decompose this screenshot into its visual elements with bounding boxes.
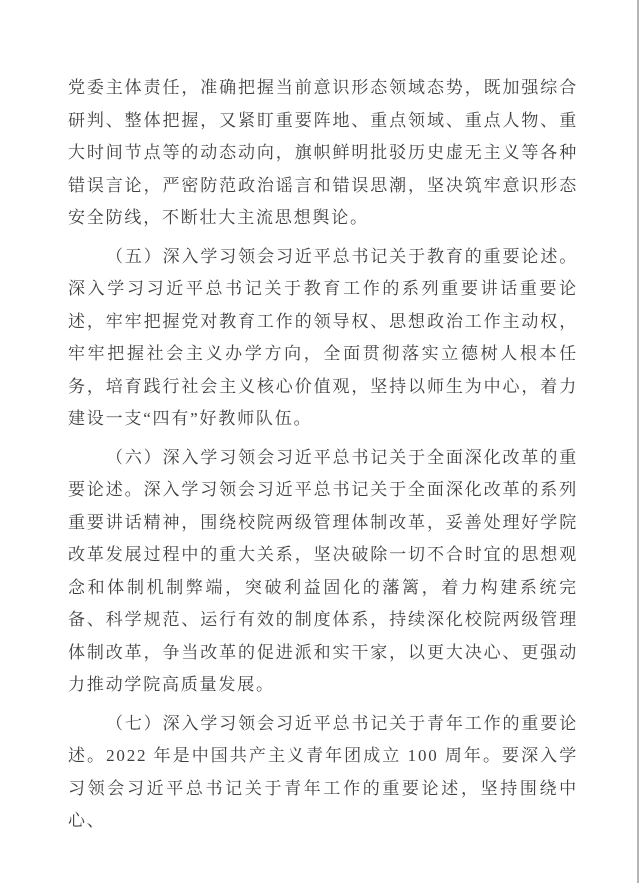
paragraph-section-6-reform: （六）深入学习领会习近平总书记关于全面深化改革的重要论述。深入学习领会习近平总书记关于全面深化改革的系列重要讲话精神，围绕校院两级管理体制改革，妥善处理好学院改革发展过程中的重大关系，坚决破除一切不合时宜的思想观念和体制机制弊端，突破利益固化的藩篱，着力构建系统完备、科学规范、运行有效的制度体系，持续深化校院两级管理体制改革，争当改革的促进派和实干家，以更大决心、更强动力推动学院高质量发展。: [68, 447, 578, 694]
paragraph-section-7-youth: （七）深入学习领会习近平总书记关于青年工作的重要论述。2022 年是中国共产主义青年团成立 100 周年。要深入学习领会习近平总书记关于青年工作的重要论述，坚持围绕中心、: [68, 713, 578, 830]
page-right-edge-line: [637, 0, 639, 883]
document-text-block: [68, 72, 578, 844]
paragraph-ideology-continuation: 党委主体责任，准确把握当前意识形态领域态势，既加强综合研判、整体把握，又紧盯重要阵地、重点领域、重点人物、重大时间节点等的动态动向，旗帜鲜明批驳历史虚无主义等各种错误言论，严密防范政治谣言和错误思潮，坚决筑牢意识形态安全防线，不断壮大主流思想舆论。: [68, 78, 578, 227]
paragraph-section-5-education: （五）深入学习领会习近平总书记关于教育的重要论述。深入学习习近平总书记关于教育工作的系列重要讲话重要论述，牢牢把握党对教育工作的领导权、思想政治工作主动权，牢牢把握社会主义办学方向，全面贯彻落实立德树人根本任务，培育践行社会主义核心价值观，坚持以师生为中心，着力建设一支“四有”好教师队伍。: [68, 246, 578, 428]
